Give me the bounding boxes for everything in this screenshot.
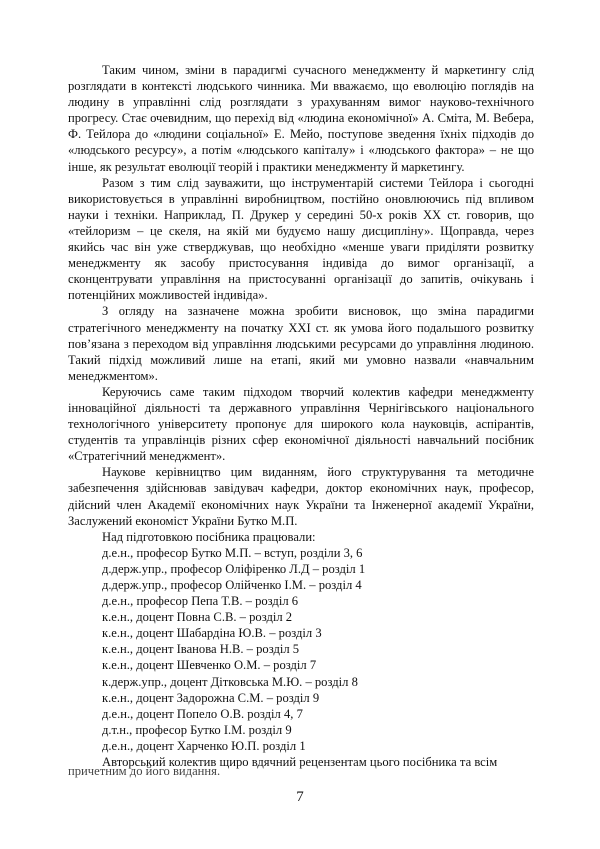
- list-item: д.держ.упр., професор Олійченко І.М. – розділ 4: [102, 578, 362, 592]
- paragraph: З огляду на зазначене можна зробити висновок, що зміна парадигми стратегічного менеджменту на початку ХХІ ст. як умова його подальшого розвитку пов’язана з переходом від управління людськими ресурсами до управління людиною. Такий підхід можливий лише на етапі, який ми умовно назвали «навчальним менеджментом».: [68, 304, 534, 383]
- authors-intro: Над підготовкою посібника працювали:: [102, 529, 316, 544]
- paragraph: Таким чином, зміни в парадигмі сучасного менеджменту й маркетингу слід розглядати в контексті людського чинника. Ми вважаємо, що еволюцію поглядів на людину в управлінні слід розглядати з урахуванням вимог науково-технічного прогресу. Стає очевидним, що перехід від «людина економічної» А. Сміта, М. Вебера, Ф. Тейлора до «людини соціальної» Е. Мейо, поступове зведення їхніх підходів до «людського ресурсу», а потім «людського капіталу» і «людського фактора» – не що інше, як результат еволюції теорій і практики менеджменту й маркетингу.: [68, 63, 534, 174]
- list-item: к.е.н., доцент Повна С.В. – розділ 2: [102, 610, 293, 625]
- paragraph: Наукове керівництво цим виданням, його структурування та методичне забезпечення здійснював завідувач кафедри, доктор економічних наук, професор, дійсний член Академії економічних наук України та Інженерної академії України, Заслужений економіст України Бутко М.П.: [68, 465, 534, 528]
- page-number: 7: [296, 789, 304, 805]
- paragraph: Разом з тим слід зауважити, що інструментарій системи Тейлора і сьогодні використовується в управлінні виробництвом, постійно оновлюючись під впливом науки і техніки. Наприклад, П. Друкер у середині 50-х років ХХ ст. говорив, що «тейлоризм – це скеля, на якій ми будуємо нашу дисципліну». Щоправда, через якийсь час він уже стверджував, що необхідно «менше уваги приділяти розвитку менеджменту як засобу пристосування індивіда до вимог організації, а сконцентрувати управління на пристосуванні організації до запитів, очікувань і потенційних можливостей індивіда».: [68, 175, 534, 303]
- list-item: д.т.н., професор Бутко І.М. розділ 9: [102, 722, 292, 737]
- cut-off-line: [68, 764, 228, 780]
- list-item: к.е.н., доцент Задорожна С.М. – розділ 9: [102, 690, 320, 705]
- list-item: к.держ.упр., доцент Дітковська М.Ю. – розділ 8: [102, 674, 358, 689]
- list-item: д.е.н., доцент Попело О.В. розділ 4, 7: [102, 706, 303, 721]
- list-item: д.е.н., доцент Харченко Ю.П. розділ 1: [102, 738, 306, 753]
- list-item: д.держ.упр., професор Оліфіренко Л.Д – розділ 1: [102, 561, 366, 576]
- list-item: д.е.н., професор Пепа Т.В. – розділ 6: [102, 594, 299, 609]
- list-item: к.е.н., доцент Шевченко О.М. – розділ 7: [102, 658, 317, 673]
- authors-list: [68, 545, 534, 754]
- list-item: к.е.н., доцент Іванова Н.В. – розділ 5: [102, 642, 300, 657]
- list-item: к.е.н., доцент Шабардіна Ю.В. – розділ 3: [102, 626, 322, 641]
- list-item: д.е.н., професор Бутко М.П. – вступ, розділи 3, 6: [102, 545, 363, 560]
- paragraph: Керуючись саме таким підходом творчий колектив кафедри менеджменту інноваційної діяльності та державного управління Чернігівського національного технологічного університету пропонує для широкого кола науковців, аспірантів, студентів та управлінців різних сфер економічної діяльності навчальний посібник «Стратегічний менеджмент».: [68, 384, 534, 464]
- closing-paragraph: Авторський колектив щиро вдячний рецензентам цього посібника та всім: [102, 755, 498, 770]
- page-body: [68, 62, 534, 770]
- cut-off-text: причетним до його видання.: [68, 764, 221, 778]
